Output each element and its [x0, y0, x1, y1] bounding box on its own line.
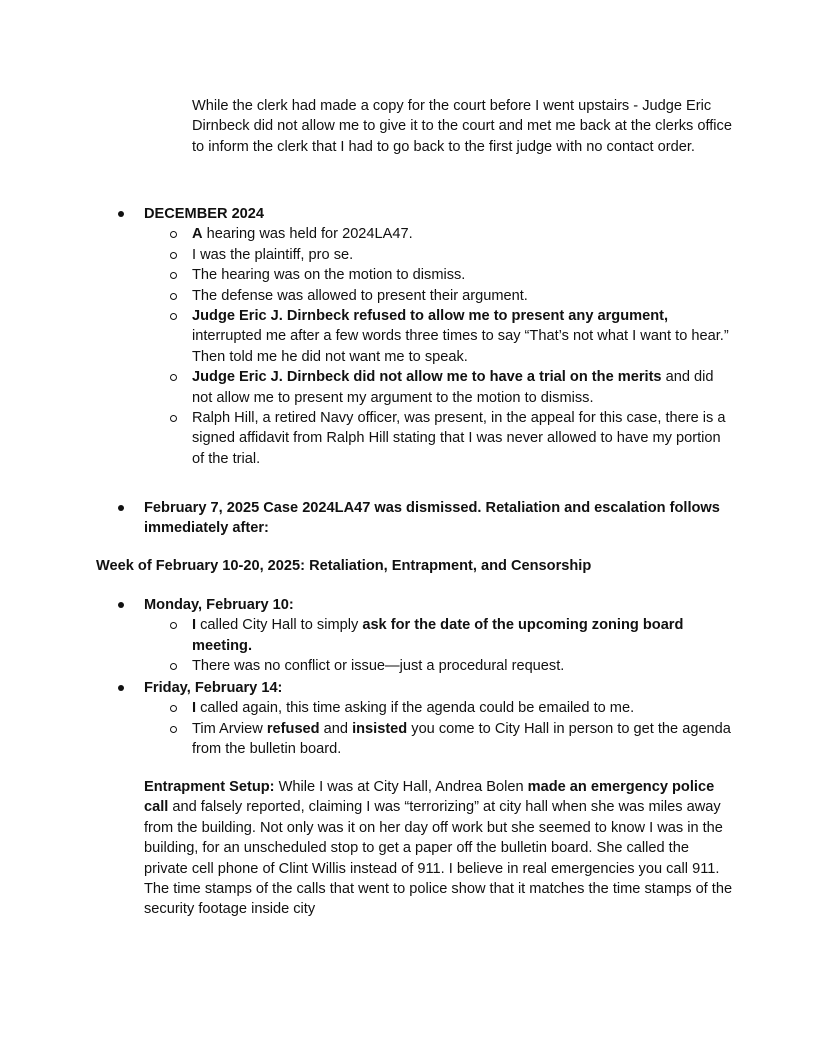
friday-title: Friday, February 14:	[144, 680, 283, 696]
list-item: Ralph Hill, a retired Navy officer, was present, in the appeal for this case, there is a signed affidavit from Ralph Hill stating that I was never allowed to have my portion of the trial.	[144, 408, 734, 469]
circle-bullet	[170, 293, 177, 300]
bullet-dot	[118, 685, 124, 691]
bullet-dot	[118, 505, 124, 511]
list-item: The defense was allowed to present their argument.	[144, 286, 734, 306]
list-item: I called City Hall to simply ask for the date of the upcoming zoning board meeting.	[144, 615, 734, 656]
list-item: I called again, this time asking if the agenda could be emailed to me.	[144, 698, 734, 718]
entrapment-paragraph: Entrapment Setup: While I was at City Hall, Andrea Bolen made an emergency police call and falsely reported, claiming I was “terrorizing” at city hall when she was miles away from the building. Not only was it on her day off work but she seemed to know I was in the building, for an unscheduled stop to get a paper off the bulletin board. She called the private cell phone of Clint Willis instead of 911. I believe in real emergencies you call 911. The time stamps of the calls that went to police show that it matches the time stamps of the security footage inside city	[144, 779, 733, 918]
december-bullet	[144, 204, 734, 469]
list-item: Judge Eric J. Dirnbeck refused to allow me to present any argument, interrupted me after a few words three times to say “That’s not what I want to hear.” Then told me he did not want me to speak.	[144, 306, 734, 367]
bullet-dot	[118, 602, 124, 608]
feb7-bullet: February 7, 2025 Case 2024LA47 was dismissed. Retaliation and escalation follows immediately after:	[144, 498, 734, 539]
friday-sublist	[144, 698, 734, 759]
monday-bullet	[144, 595, 734, 677]
circle-bullet	[170, 374, 177, 381]
circle-bullet	[170, 663, 177, 670]
circle-bullet	[170, 252, 177, 259]
list-item: Judge Eric J. Dirnbeck did not allow me to have a trial on the merits and did not allow me to present my argument to the motion to dismiss.	[144, 367, 734, 408]
list-item: Tim Arview refused and insisted you come to City Hall in person to get the agenda from the bulletin board.	[144, 719, 734, 760]
circle-bullet	[170, 415, 177, 422]
circle-bullet	[170, 272, 177, 279]
circle-bullet	[170, 726, 177, 733]
december-sublist	[144, 224, 734, 469]
circle-bullet	[170, 622, 177, 629]
week-heading: Week of February 10-20, 2025: Retaliation, Entrapment, and Censorship	[96, 558, 592, 574]
list-item: The hearing was on the motion to dismiss.	[144, 265, 734, 285]
intro-paragraph: While the clerk had made a copy for the court before I went upstairs - Judge Eric Dirnbeck did not allow me to give it to the court and met me back at the clerks office to inform the clerk that I had to go back to the first judge with no contact order.	[192, 98, 732, 155]
list-item: There was no conflict or issue—just a procedural request.	[144, 656, 734, 676]
list-item: I was the plaintiff, pro se.	[144, 245, 734, 265]
monday-title: Monday, February 10:	[144, 597, 294, 613]
circle-bullet	[170, 231, 177, 238]
december-title: DECEMBER 2024	[144, 206, 265, 222]
list-item: A hearing was held for 2024LA47.	[144, 224, 734, 244]
monday-sublist	[144, 615, 734, 676]
bullet-dot	[118, 211, 124, 217]
friday-bullet	[144, 678, 734, 760]
circle-bullet	[170, 313, 177, 320]
circle-bullet	[170, 705, 177, 712]
